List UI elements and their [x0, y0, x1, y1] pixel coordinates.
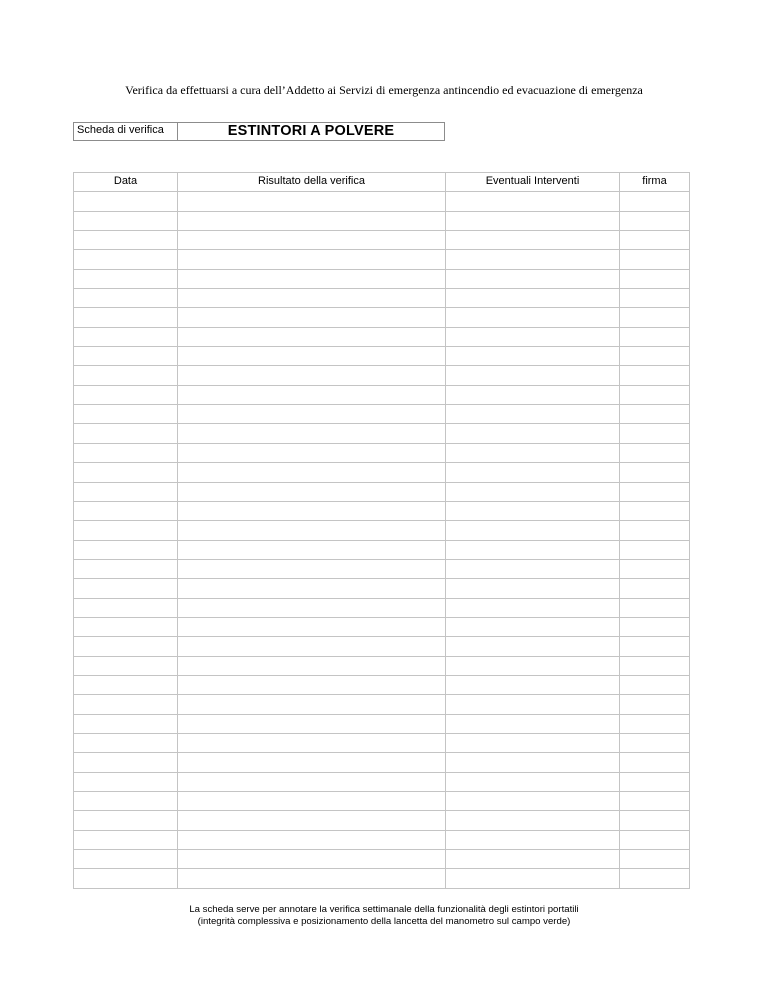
cell-firma[interactable] — [620, 772, 690, 791]
cell-risultato[interactable] — [178, 289, 446, 308]
cell-data[interactable] — [74, 482, 178, 501]
cell-risultato[interactable] — [178, 211, 446, 230]
cell-data[interactable] — [74, 501, 178, 520]
cell-interventi[interactable] — [446, 753, 620, 772]
cell-data[interactable] — [74, 869, 178, 888]
cell-data[interactable] — [74, 850, 178, 869]
table-row — [74, 269, 690, 288]
cell-risultato[interactable] — [178, 772, 446, 791]
table-row — [74, 347, 690, 366]
table-row — [74, 753, 690, 772]
cell-firma[interactable] — [620, 443, 690, 462]
cell-firma[interactable] — [620, 559, 690, 578]
cell-risultato[interactable] — [178, 733, 446, 752]
cell-data[interactable] — [74, 424, 178, 443]
cell-risultato[interactable] — [178, 675, 446, 694]
cell-firma[interactable] — [620, 327, 690, 346]
cell-firma[interactable] — [620, 830, 690, 849]
table-row — [74, 250, 690, 269]
cell-firma[interactable] — [620, 869, 690, 888]
table-row — [74, 559, 690, 578]
cell-interventi[interactable] — [446, 424, 620, 443]
table-row — [74, 830, 690, 849]
cell-interventi[interactable] — [446, 811, 620, 830]
scheda-title: ESTINTORI A POLVERE — [227, 123, 395, 139]
cell-firma[interactable] — [620, 231, 690, 250]
cell-firma[interactable] — [620, 308, 690, 327]
scheda-label: Scheda di verifica — [74, 123, 178, 140]
cell-data[interactable] — [74, 656, 178, 675]
cell-risultato[interactable] — [178, 656, 446, 675]
cell-data[interactable] — [74, 714, 178, 733]
cell-data[interactable] — [74, 792, 178, 811]
cell-interventi[interactable] — [446, 695, 620, 714]
cell-interventi[interactable] — [446, 366, 620, 385]
cell-risultato[interactable] — [178, 269, 446, 288]
footer-line-1: La scheda serve per annotare la verifica settimanale della funzionalità degli estintori portatili — [189, 904, 579, 915]
cell-interventi[interactable] — [446, 289, 620, 308]
cell-risultato[interactable] — [178, 617, 446, 636]
cell-risultato[interactable] — [178, 192, 446, 211]
table-row — [74, 675, 690, 694]
footer-note — [0, 904, 768, 928]
cell-interventi[interactable] — [446, 598, 620, 617]
cell-firma[interactable] — [620, 211, 690, 230]
cell-interventi[interactable] — [446, 308, 620, 327]
cell-data[interactable] — [74, 443, 178, 462]
cell-interventi[interactable] — [446, 192, 620, 211]
cell-firma[interactable] — [620, 424, 690, 443]
table-row — [74, 540, 690, 559]
cell-risultato[interactable] — [178, 231, 446, 250]
cell-risultato[interactable] — [178, 443, 446, 462]
cell-firma[interactable] — [620, 289, 690, 308]
table-row — [74, 308, 690, 327]
cell-data[interactable] — [74, 308, 178, 327]
cell-firma[interactable] — [620, 192, 690, 211]
cell-interventi[interactable] — [446, 675, 620, 694]
cell-interventi[interactable] — [446, 733, 620, 752]
cell-firma[interactable] — [620, 811, 690, 830]
cell-interventi[interactable] — [446, 830, 620, 849]
cell-risultato[interactable] — [178, 347, 446, 366]
column-header-data: Data — [74, 173, 178, 192]
cell-risultato[interactable] — [178, 598, 446, 617]
cell-interventi[interactable] — [446, 443, 620, 462]
table-row — [74, 501, 690, 520]
cell-risultato[interactable] — [178, 366, 446, 385]
cell-risultato[interactable] — [178, 482, 446, 501]
cell-risultato[interactable] — [178, 792, 446, 811]
cell-firma[interactable] — [620, 850, 690, 869]
cell-data[interactable] — [74, 733, 178, 752]
cell-interventi[interactable] — [446, 637, 620, 656]
cell-firma[interactable] — [620, 656, 690, 675]
cell-firma[interactable] — [620, 521, 690, 540]
cell-data[interactable] — [74, 405, 178, 424]
cell-firma[interactable] — [620, 347, 690, 366]
cell-data[interactable] — [74, 617, 178, 636]
cell-interventi[interactable] — [446, 385, 620, 404]
cell-firma[interactable] — [620, 792, 690, 811]
scheda-box — [73, 122, 445, 141]
cell-data[interactable] — [74, 463, 178, 482]
table-row — [74, 695, 690, 714]
table-row — [74, 792, 690, 811]
table-row — [74, 733, 690, 752]
cell-firma[interactable] — [620, 695, 690, 714]
column-header-interventi: Eventuali Interventi — [446, 173, 620, 192]
cell-data[interactable] — [74, 540, 178, 559]
cell-firma[interactable] — [620, 250, 690, 269]
cell-risultato[interactable] — [178, 521, 446, 540]
cell-data[interactable] — [74, 211, 178, 230]
cell-firma[interactable] — [620, 579, 690, 598]
cell-risultato[interactable] — [178, 695, 446, 714]
table-row — [74, 231, 690, 250]
cell-interventi[interactable] — [446, 869, 620, 888]
table-row — [74, 424, 690, 443]
cell-data[interactable] — [74, 521, 178, 540]
cell-interventi[interactable] — [446, 231, 620, 250]
table-row — [74, 617, 690, 636]
cell-firma[interactable] — [620, 405, 690, 424]
cell-firma[interactable] — [620, 675, 690, 694]
cell-data[interactable] — [74, 598, 178, 617]
table-row — [74, 811, 690, 830]
table-row — [74, 579, 690, 598]
cell-interventi[interactable] — [446, 405, 620, 424]
cell-data[interactable] — [74, 753, 178, 772]
cell-data[interactable] — [74, 366, 178, 385]
cell-data[interactable] — [74, 327, 178, 346]
cell-interventi[interactable] — [446, 559, 620, 578]
cell-firma[interactable] — [620, 714, 690, 733]
cell-data[interactable] — [74, 830, 178, 849]
cell-data[interactable] — [74, 637, 178, 656]
table-row — [74, 598, 690, 617]
table-row — [74, 850, 690, 869]
cell-data[interactable] — [74, 559, 178, 578]
table-row — [74, 385, 690, 404]
cell-data[interactable] — [74, 772, 178, 791]
cell-interventi[interactable] — [446, 327, 620, 346]
column-header-risultato: Risultato della verifica — [178, 173, 446, 192]
cell-risultato[interactable] — [178, 308, 446, 327]
table-row — [74, 482, 690, 501]
cell-firma[interactable] — [620, 637, 690, 656]
cell-data[interactable] — [74, 675, 178, 694]
cell-risultato[interactable] — [178, 424, 446, 443]
cell-risultato[interactable] — [178, 250, 446, 269]
cell-interventi[interactable] — [446, 269, 620, 288]
table-row — [74, 443, 690, 462]
table-row — [74, 405, 690, 424]
table-row — [74, 366, 690, 385]
cell-data[interactable] — [74, 250, 178, 269]
table-row — [74, 637, 690, 656]
cell-interventi[interactable] — [446, 792, 620, 811]
cell-data[interactable] — [74, 231, 178, 250]
table-row — [74, 192, 690, 211]
cell-firma[interactable] — [620, 385, 690, 404]
cell-interventi[interactable] — [446, 714, 620, 733]
cell-interventi[interactable] — [446, 347, 620, 366]
table-header-row — [74, 173, 690, 192]
cell-risultato[interactable] — [178, 850, 446, 869]
cell-firma[interactable] — [620, 733, 690, 752]
cell-data[interactable] — [74, 289, 178, 308]
cell-interventi[interactable] — [446, 579, 620, 598]
cell-firma[interactable] — [620, 598, 690, 617]
cell-risultato[interactable] — [178, 753, 446, 772]
cell-risultato[interactable] — [178, 714, 446, 733]
table-row — [74, 289, 690, 308]
cell-firma[interactable] — [620, 753, 690, 772]
cell-data[interactable] — [74, 347, 178, 366]
cell-interventi[interactable] — [446, 482, 620, 501]
cell-interventi[interactable] — [446, 211, 620, 230]
cell-interventi[interactable] — [446, 463, 620, 482]
table-row — [74, 656, 690, 675]
cell-risultato[interactable] — [178, 327, 446, 346]
footer-line-2: (integrità complessiva e posizionamento della lancetta del manometro sul campo verde) — [197, 916, 571, 927]
cell-interventi[interactable] — [446, 656, 620, 675]
cell-risultato[interactable] — [178, 830, 446, 849]
column-header-firma: firma — [620, 173, 690, 192]
cell-firma[interactable] — [620, 366, 690, 385]
cell-firma[interactable] — [620, 501, 690, 520]
cell-risultato[interactable] — [178, 579, 446, 598]
table-row — [74, 463, 690, 482]
table-body — [74, 192, 690, 888]
cell-risultato[interactable] — [178, 463, 446, 482]
cell-data[interactable] — [74, 385, 178, 404]
cell-risultato[interactable] — [178, 559, 446, 578]
cell-data[interactable] — [74, 192, 178, 211]
cell-interventi[interactable] — [446, 521, 620, 540]
cell-firma[interactable] — [620, 269, 690, 288]
verification-table — [73, 172, 690, 889]
cell-risultato[interactable] — [178, 501, 446, 520]
cell-risultato[interactable] — [178, 637, 446, 656]
cell-interventi[interactable] — [446, 501, 620, 520]
cell-interventi[interactable] — [446, 540, 620, 559]
cell-interventi[interactable] — [446, 850, 620, 869]
cell-risultato[interactable] — [178, 869, 446, 888]
table-row — [74, 211, 690, 230]
cell-data[interactable] — [74, 811, 178, 830]
table-row — [74, 521, 690, 540]
cell-firma[interactable] — [620, 463, 690, 482]
cell-data[interactable] — [74, 579, 178, 598]
table-row — [74, 714, 690, 733]
table-row — [74, 327, 690, 346]
cell-risultato[interactable] — [178, 811, 446, 830]
cell-interventi[interactable] — [446, 250, 620, 269]
cell-risultato[interactable] — [178, 405, 446, 424]
cell-firma[interactable] — [620, 540, 690, 559]
cell-data[interactable] — [74, 269, 178, 288]
cell-risultato[interactable] — [178, 540, 446, 559]
cell-interventi[interactable] — [446, 617, 620, 636]
table-row — [74, 869, 690, 888]
cell-risultato[interactable] — [178, 385, 446, 404]
cell-interventi[interactable] — [446, 772, 620, 791]
table-row — [74, 772, 690, 791]
cell-firma[interactable] — [620, 482, 690, 501]
document-header: Verifica da effettuarsi a cura dell’Addetto ai Servizi di emergenza antincendio ed evacuazione di emergenza — [125, 83, 643, 97]
cell-firma[interactable] — [620, 617, 690, 636]
cell-data[interactable] — [74, 695, 178, 714]
